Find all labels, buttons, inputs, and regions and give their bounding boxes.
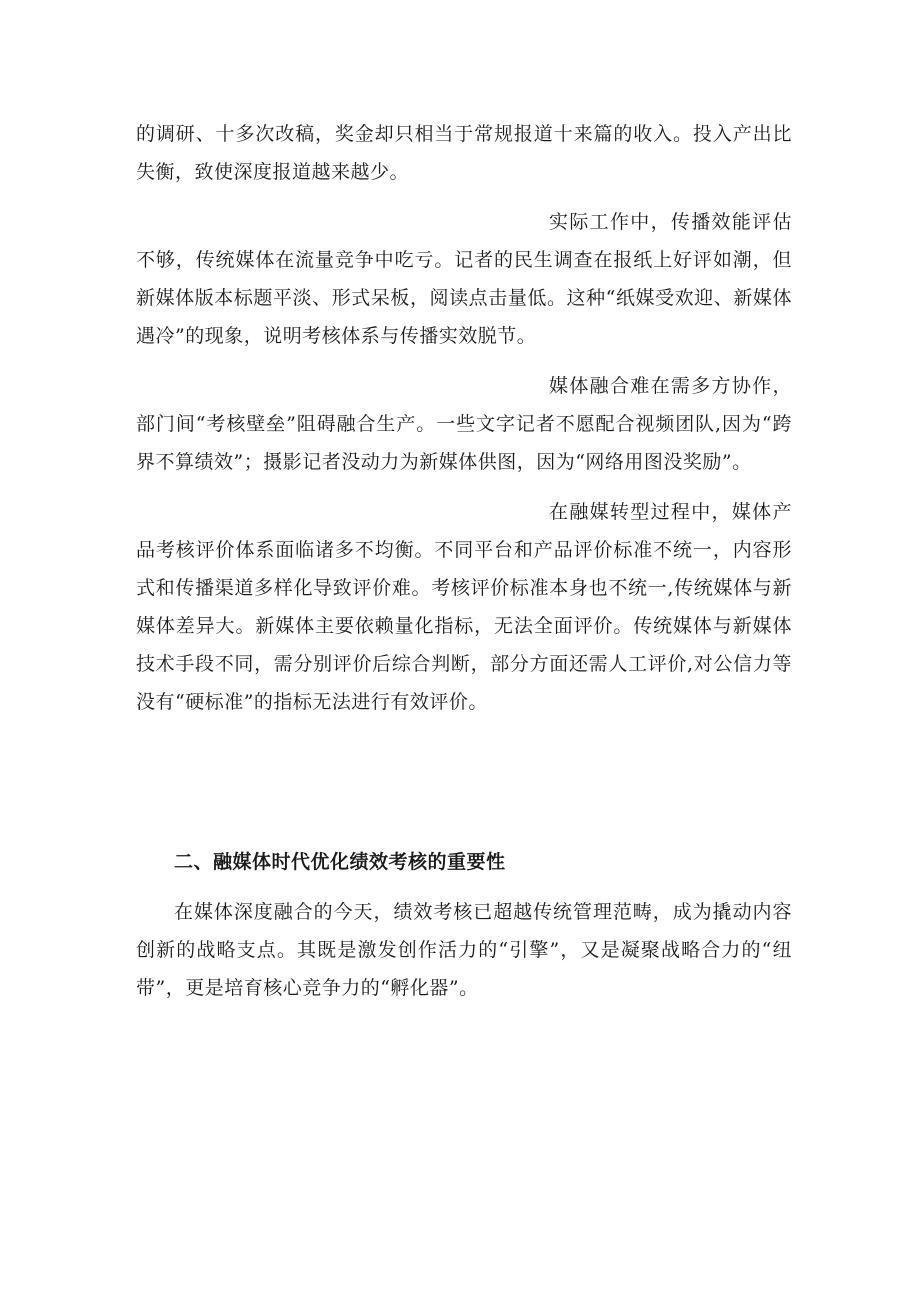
body-text-lower: [136, 893, 792, 1007]
paragraph-4: 在融媒转型过程中，媒体产品考核评价体系面临诸多不均衡。不同平台和产品评价标准不统一，内容形式和传播渠道多样化导致评价难。考核评价标准本身也不统一,传统媒体与新媒体差异大。新媒体主要依赖量化指标，无法全面评价。传统媒体与新媒体技术手段不同，需分别评价后综合判断，部分方面还需人工评价,对公信力等没有“硬标准”的指标无法进行有效评价。: [136, 501, 792, 713]
paragraph-2: 实际工作中，传播效能评估不够，传统媒体在流量竞争中吃亏。记者的民生调查在报纸上好评如潮，但新媒体版本标题平淡、形式呆板，阅读点击量低。这种“纸媒受欢迎、新媒体遇冷”的现象，说明考核体系与传播实效脱节。: [136, 211, 792, 347]
body-text-upper: [136, 115, 792, 721]
paragraph-1: 的调研、十多次改稿，奖金却只相当于常规报道十来篇的收入。投入产出比失衡，致使深度报道越来越少。: [136, 123, 792, 183]
paragraph-3: 媒体融合难在需多方协作，部门间“考核壁垒”阻碍融合生产。一些文字记者不愿配合视频团队,因为“跨界不算绩效”；摄影记者没动力为新媒体供图，因为“网络用图没奖励”。: [136, 375, 792, 473]
section-heading: 二、融媒体时代优化绩效考核的重要性: [174, 851, 506, 873]
paragraph-5: 在媒体深度融合的今天，绩效考核已超越传统管理范畴，成为撬动内容创新的战略支点。其既是激发创作活力的“引擎”，又是凝聚战略合力的“纽带”，更是培育核心竞争力的“孵化器”。: [136, 901, 792, 999]
